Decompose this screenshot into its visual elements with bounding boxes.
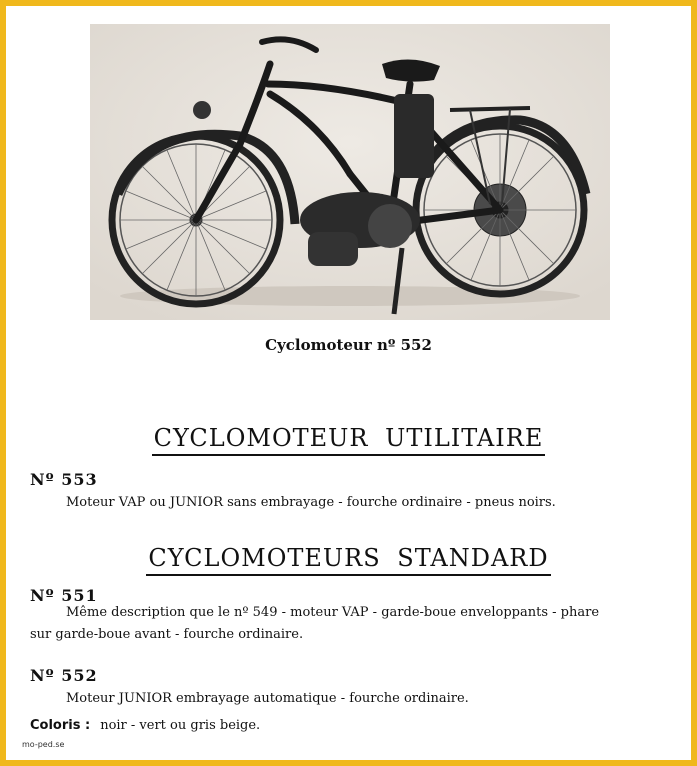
model-description-553: [30, 492, 650, 514]
model-description-551: [30, 602, 650, 646]
section-heading-text: CYCLOMOTEURS STANDARD: [146, 544, 550, 576]
coloris-line: [30, 718, 260, 733]
model-number-551: Nº 551: [30, 586, 98, 605]
watermark: mo-ped.se: [22, 740, 65, 749]
section-heading-text: CYCLOMOTEUR UTILITAIRE: [152, 424, 546, 456]
moped-photo: [90, 24, 610, 320]
model-description-552: [30, 688, 650, 710]
model-number-553: Nº 553: [30, 470, 98, 489]
model-number-552: Nº 552: [30, 666, 98, 685]
moped-illustration: [90, 24, 610, 320]
description-line: Même description que le nº 549 - moteur VAP - garde-boue enveloppants - phare: [66, 605, 600, 620]
section-heading-standard: [6, 544, 691, 576]
description-line: sur garde-boue avant - fourche ordinaire.: [30, 627, 304, 642]
photo-caption: Cyclomoteur nº 552: [265, 336, 432, 354]
coloris-value: noir - vert ou gris beige.: [100, 718, 261, 733]
description-line: Moteur JUNIOR embrayage automatique - fourche ordinaire.: [66, 691, 469, 706]
coloris-label: Coloris :: [30, 718, 91, 733]
description-line: Moteur VAP ou JUNIOR sans embrayage - fourche ordinaire - pneus noirs.: [66, 495, 556, 510]
section-heading-utilitaire: [6, 424, 691, 456]
